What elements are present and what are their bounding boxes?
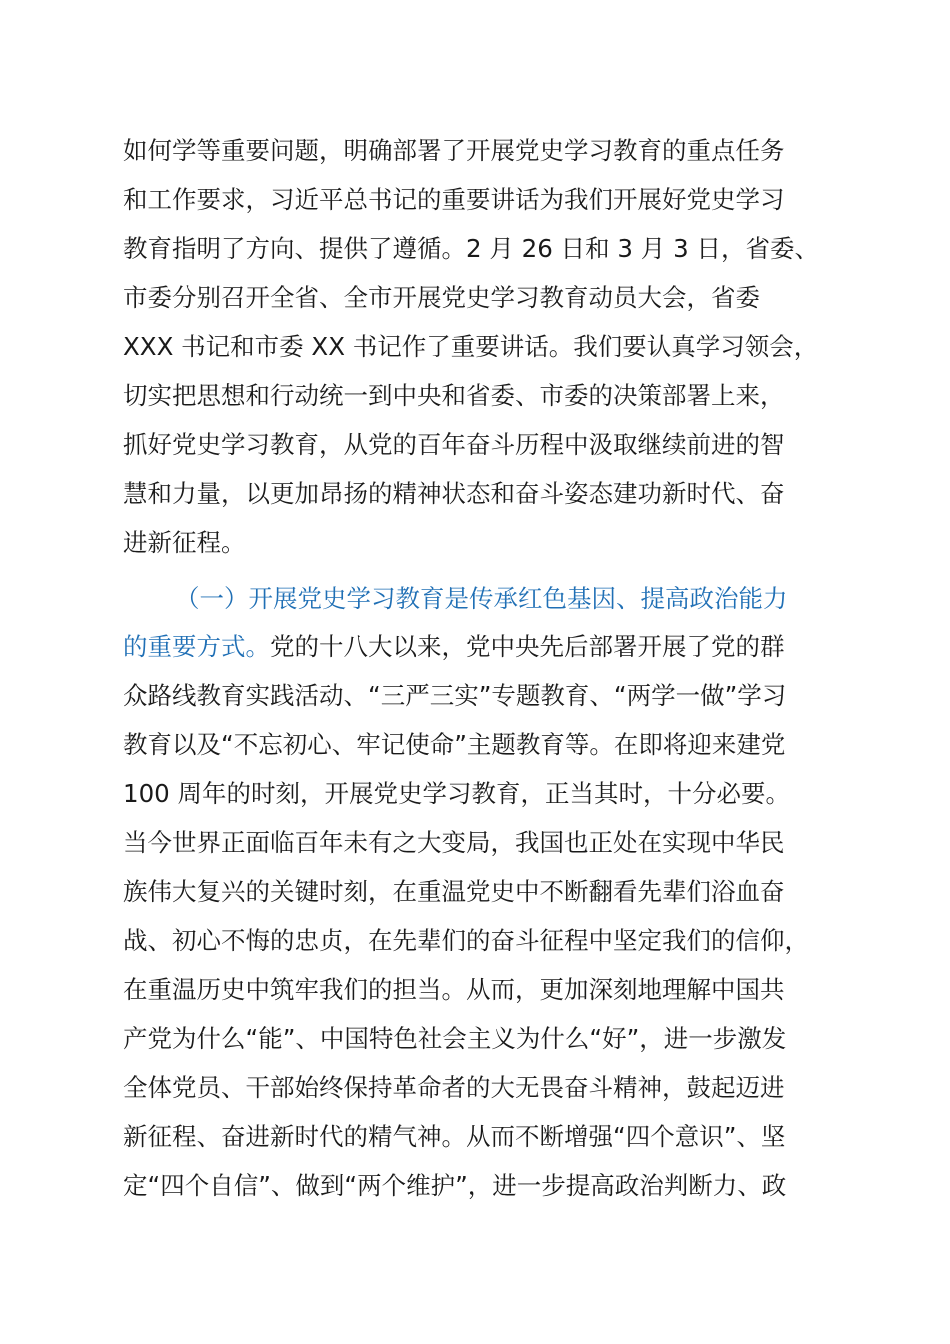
body-text-line: 切实把思想和行动统一到中央和省委、市委的决策部署上来， (123, 381, 785, 410)
body-text-line: 100 周年的时刻，开展党史学习教育，正当其时，十分必要。 (123, 779, 791, 808)
body-text-line: 在重温历史中筑牢我们的担当。从而，更加深刻地理解中国共 (123, 975, 785, 1004)
body-text-line: 众路线教育实践活动、“三严三实”专题教育、“两学一做”学习 (123, 681, 787, 710)
body-text-line: 当今世界正面临百年未有之大变局，我国也正处在实现中华民 (123, 828, 785, 857)
section-heading-end: 的重要方式。 (123, 632, 270, 661)
body-text-line: 慧和力量，以更加昂扬的精神状态和奋斗姿态建功新时代、奋 (123, 479, 785, 508)
body-text-line: 教育指明了方向、提供了遵循。2 月 26 日和 3 月 3 日，省委、 (123, 234, 819, 263)
body-text-line: 进新征程。 (123, 528, 246, 557)
body-text-line: 全体党员、干部始终保持革命者的大无畏奋斗精神，鼓起迈进 (123, 1073, 785, 1102)
body-text-line: 战、初心不悔的忠贞，在先辈们的奋斗征程中坚定我们的信仰， (123, 926, 809, 955)
body-text-span: 党的十八大以来，党中央先后部署开展了党的群 (270, 632, 785, 661)
body-text-line: 教育以及“不忘初心、牢记使命”主题教育等。在即将迎来建党 (123, 730, 786, 759)
body-text-line: 新征程、奋进新时代的精气神。从而不断增强“四个意识”、坚 (123, 1122, 786, 1151)
body-text-line: 族伟大复兴的关键时刻，在重温党史中不断翻看先辈们浴血奋 (123, 877, 785, 906)
body-text-line: 产党为什么“能”、中国特色社会主义为什么“好”，进一步激发 (123, 1024, 787, 1053)
body-text-line (123, 627, 843, 667)
body-text-line: 如何学等重要问题，明确部署了开展党史学习教育的重点任务 (123, 136, 785, 165)
body-text-line: 定“四个自信”、做到“两个维护”，进一步提高政治判断力、政 (123, 1171, 787, 1200)
body-text-line: 抓好党史学习教育，从党的百年奋斗历程中汲取继续前进的智 (123, 430, 785, 459)
body-text-line: 和工作要求，习近平总书记的重要讲话为我们开展好党史学习 (123, 185, 785, 214)
body-text-line: 市委分别召开全省、全市开展党史学习教育动员大会，省委 (123, 283, 760, 312)
body-text-line: XXX 书记和市委 XX 书记作了重要讲话。我们要认真学习领会， (123, 332, 819, 361)
section-heading: （一）开展党史学习教育是传承红色基因、提高政治能力 (175, 584, 788, 613)
